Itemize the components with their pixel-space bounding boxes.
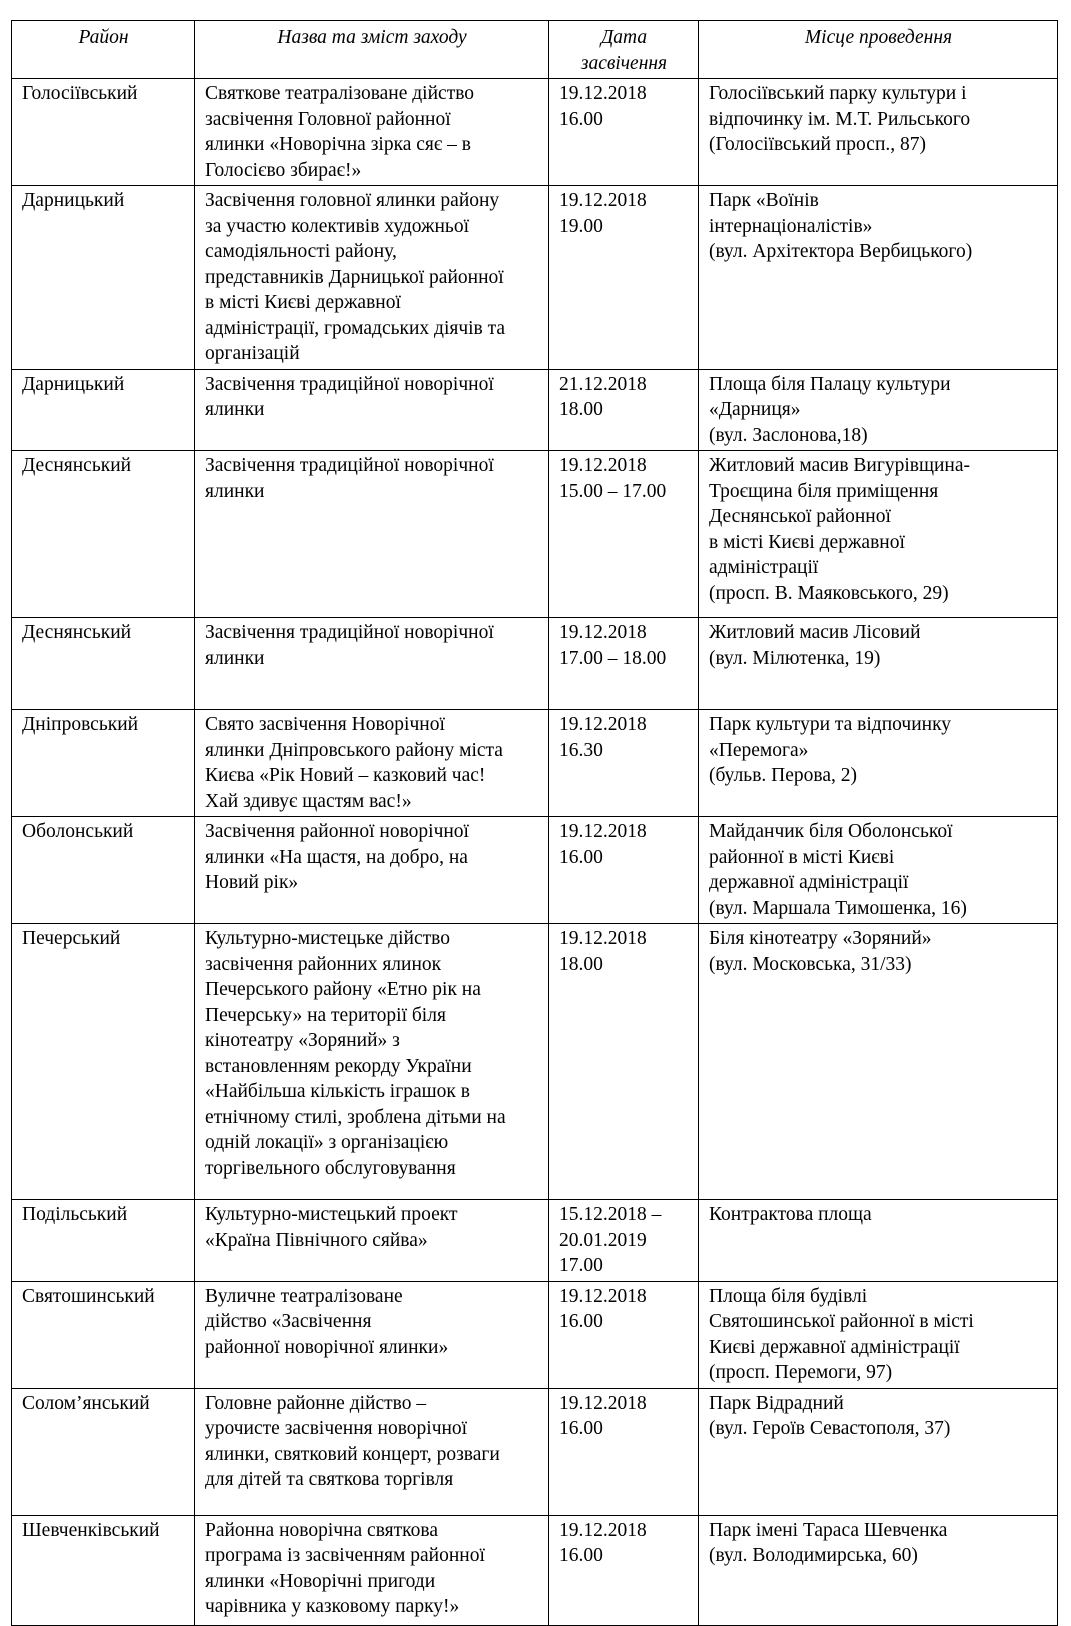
event-line: Засвічення районної новорічної (205, 821, 469, 842)
event-line: Новий рік» (205, 872, 299, 893)
cell-place (699, 710, 1058, 817)
place-line: (бульв. Перова, 2) (709, 765, 857, 786)
place-line: Парк Відрадний (709, 1392, 844, 1414)
cell-date (549, 1281, 699, 1388)
cell-date (549, 451, 699, 618)
cell-event (195, 1515, 549, 1625)
event-line: районної новорічної ялинки» (205, 1336, 449, 1358)
table-row (12, 618, 1058, 710)
cell-district: Дарницький (12, 369, 195, 451)
cell-district: Солом’янський (12, 1388, 195, 1515)
cell-event (195, 710, 549, 817)
event-line: кінотеатру «Зоряний» з (205, 1030, 400, 1051)
place-line: адміністрації (709, 557, 819, 578)
event-line: Головне районне дійство – (205, 1392, 427, 1414)
date-line: 19.12.2018 (559, 190, 647, 211)
event-line: ялинки (205, 647, 265, 669)
date-line: 19.00 (559, 215, 603, 237)
date-line: 19.12.2018 (559, 1519, 647, 1541)
cell-place (699, 451, 1058, 618)
event-line: Районна новорічна святкова (205, 1519, 438, 1541)
cell-district: Шевченківський (12, 1515, 195, 1625)
cell-event (195, 451, 549, 618)
place-line: Парк імені Тараса Шевченка (709, 1519, 948, 1541)
table-body (12, 79, 1058, 1626)
date-line: 17.00 – 18.00 (559, 647, 667, 669)
event-line: для дітей та святкова торгівля (205, 1469, 454, 1490)
table-row (12, 817, 1058, 924)
event-line: Культурно-мистецьке дійство (205, 928, 450, 949)
date-line: 18.00 (559, 953, 603, 975)
date-line: 16.00 (559, 108, 603, 130)
place-line: відпочинку ім. М.Т. Рильського (709, 108, 971, 130)
event-line: представників Дарницької районної (205, 266, 504, 288)
event-line: Засвічення головної ялинки району (205, 190, 500, 211)
cell-date (549, 710, 699, 817)
table-row (12, 1388, 1058, 1515)
cell-place (699, 817, 1058, 924)
cell-event (195, 369, 549, 451)
cell-place (699, 186, 1058, 370)
date-line: 19.12.2018 (559, 455, 647, 476)
place-line: в місті Києві державної (709, 531, 905, 553)
place-line: Парк культури та відпочинку (709, 714, 952, 735)
cell-event (195, 1388, 549, 1515)
events-table (11, 20, 1058, 1626)
table-row (12, 79, 1058, 186)
cell-event (195, 186, 549, 370)
event-line: програма із засвіченням районної (205, 1545, 485, 1566)
event-line: етнічному стилі, зроблена дітьми на (205, 1106, 506, 1128)
place-line: Святошинської районної в місті (709, 1311, 974, 1332)
cell-place (699, 924, 1058, 1200)
cell-place (699, 1388, 1058, 1515)
event-line: торгівельного обслуговування (205, 1157, 456, 1179)
table-row (12, 924, 1058, 1200)
header-place: Місце проведення (699, 21, 1058, 79)
date-line: 19.12.2018 (559, 821, 647, 842)
cell-district: Оболонський (12, 817, 195, 924)
event-line: Голосієво збирає!» (205, 159, 362, 181)
event-line: ялинки Дніпровського району міста (205, 739, 503, 761)
table-row (12, 710, 1058, 817)
cell-event (195, 817, 549, 924)
date-line: 17.00 (559, 1255, 603, 1276)
cell-date (549, 618, 699, 710)
place-line: Житловий масив Вигурівщина- (709, 455, 971, 476)
date-line: 16.00 (559, 1545, 603, 1566)
event-line: Засвічення традиційної новорічної (205, 455, 494, 476)
event-line: чарівника у казковому парку!» (205, 1596, 460, 1617)
cell-event (195, 1200, 549, 1282)
cell-district: Деснянський (12, 618, 195, 710)
place-line: Голосіївський парку культури і (709, 83, 967, 104)
cell-place (699, 79, 1058, 186)
header-date (549, 21, 699, 79)
event-line: Хай здивує щастям вас!» (205, 790, 412, 812)
date-line: 16.00 (559, 1311, 603, 1332)
place-line: Площа біля будівлі (709, 1285, 868, 1307)
date-line: 18.00 (559, 399, 603, 420)
place-line: Майданчик біля Оболонської (709, 821, 953, 842)
date-line: 20.01.2019 (559, 1229, 647, 1251)
event-line: в місті Києві державної (205, 292, 401, 313)
date-line: 21.12.2018 (559, 373, 647, 395)
table-row (12, 369, 1058, 451)
place-line: Деснянської районної (709, 506, 891, 527)
place-line: Площа біля Палацу культури (709, 373, 951, 395)
place-line: районної в місті Києві (709, 846, 895, 868)
event-line: Свято засвічення Новорічної (205, 714, 445, 735)
cell-event (195, 618, 549, 710)
cell-place (699, 1200, 1058, 1282)
place-line: (вул. Володимирська, 60) (709, 1545, 918, 1566)
event-line: «Країна Північного сяйва» (205, 1229, 428, 1251)
event-line: Києва «Рік Новий – казковий час! (205, 765, 486, 786)
event-line: адміністрації, громадських діячів та (205, 317, 506, 339)
cell-district: Дарницький (12, 186, 195, 370)
place-line: (вул. Героїв Севастополя, 37) (709, 1418, 951, 1439)
date-line: 19.12.2018 (559, 714, 647, 735)
place-line: (просп. Перемоги, 97) (709, 1362, 893, 1383)
event-line: встановленням рекорду України (205, 1055, 472, 1077)
cell-date (549, 1388, 699, 1515)
place-line: (вул. Архітектора Вербицького) (709, 241, 973, 262)
date-line: 16.00 (559, 846, 603, 868)
event-line: Вуличне театралізоване (205, 1285, 403, 1307)
event-line: ялинки «Новорічні пригоди (205, 1570, 436, 1592)
place-line: Контрактова площа (709, 1204, 872, 1225)
header-date-line: засвічення (580, 52, 668, 74)
event-line: Святкове театралізоване дійство (205, 83, 475, 104)
cell-place (699, 1281, 1058, 1388)
event-line: ялинки (205, 480, 265, 502)
cell-event (195, 79, 549, 186)
date-line: 19.12.2018 (559, 1392, 647, 1414)
cell-date (549, 1515, 699, 1625)
cell-district: Дніпровський (12, 710, 195, 817)
cell-date (549, 1200, 699, 1282)
cell-district: Голосіївський (12, 79, 195, 186)
date-line: 15.00 – 17.00 (559, 480, 667, 502)
event-line: Печерську» на території біля (205, 1004, 446, 1026)
cell-date (549, 186, 699, 370)
place-line: державної адміністрації (709, 872, 909, 893)
table-row (12, 1281, 1058, 1388)
event-line: ялинки «Новорічна зірка сяє – в (205, 134, 471, 155)
event-line: дійство «Засвічення (205, 1311, 372, 1332)
table-row (12, 451, 1058, 618)
event-line: урочисте засвічення новорічної (205, 1418, 468, 1439)
header-row (12, 21, 1058, 79)
header-district: Район (12, 21, 195, 79)
event-line: Культурно-мистецький проект (205, 1204, 458, 1225)
place-line: Троєщина біля приміщення (709, 480, 939, 502)
cell-place (699, 1515, 1058, 1625)
date-line: 15.12.2018 – (559, 1204, 662, 1225)
cell-event (195, 1281, 549, 1388)
table-row (12, 1515, 1058, 1625)
event-line: Засвічення традиційної новорічної (205, 622, 494, 643)
place-line: Парк «Воїнів (709, 190, 819, 211)
cell-event (195, 924, 549, 1200)
cell-date (549, 79, 699, 186)
date-line: 19.12.2018 (559, 928, 647, 949)
cell-district: Деснянський (12, 451, 195, 618)
cell-date (549, 817, 699, 924)
date-line: 16.00 (559, 1418, 603, 1439)
event-line: Печерського району «Етно рік на (205, 979, 481, 1000)
place-line: (вул. Московська, 31/33) (709, 953, 912, 975)
cell-district: Печерський (12, 924, 195, 1200)
place-line: (просп. В. Маяковського, 29) (709, 582, 949, 604)
cell-date (549, 369, 699, 451)
event-line: ялинки, святковий концерт, розваги (205, 1443, 500, 1465)
cell-place (699, 369, 1058, 451)
place-line: (вул. Мілютенка, 19) (709, 647, 881, 669)
event-line: «Найбільша кількість іграшок в (205, 1081, 470, 1102)
event-line: Засвічення традиційної новорічної (205, 373, 494, 395)
event-line: ялинки (205, 399, 265, 420)
header-event: Назва та зміст заходу (195, 21, 549, 79)
table-row (12, 186, 1058, 370)
header-date-line: Дата (600, 27, 648, 48)
cell-district: Святошинський (12, 1281, 195, 1388)
event-line: організацій (205, 343, 300, 364)
event-line: за участю колективів художньої (205, 215, 469, 237)
cell-place (699, 618, 1058, 710)
date-line: 19.12.2018 (559, 622, 647, 643)
place-line: (вул. Маршала Тимошенка, 16) (709, 897, 967, 919)
date-line: 16.30 (559, 739, 603, 761)
place-line: (Голосіївський просп., 87) (709, 134, 926, 155)
event-line: ялинки «На щастя, на добро, на (205, 846, 468, 868)
place-line: інтернаціоналістів» (709, 215, 873, 237)
event-line: самодіяльності району, (205, 241, 397, 262)
table-row (12, 1200, 1058, 1282)
event-line: одній локації» з організацією (205, 1132, 449, 1153)
date-line: 19.12.2018 (559, 83, 647, 104)
date-line: 19.12.2018 (559, 1285, 647, 1307)
cell-district: Подільський (12, 1200, 195, 1282)
place-line: Києві державної адміністрації (709, 1336, 960, 1358)
event-line: засвічення Головної районної (205, 108, 451, 130)
cell-date (549, 924, 699, 1200)
place-line: Житловий масив Лісовий (709, 622, 921, 643)
place-line: «Перемога» (709, 739, 809, 761)
place-line: Біля кінотеатру «Зоряний» (709, 928, 932, 949)
place-line: «Дарниця» (709, 399, 801, 420)
place-line: (вул. Заслонова,18) (709, 424, 868, 446)
event-line: засвічення районних ялинок (205, 953, 442, 975)
